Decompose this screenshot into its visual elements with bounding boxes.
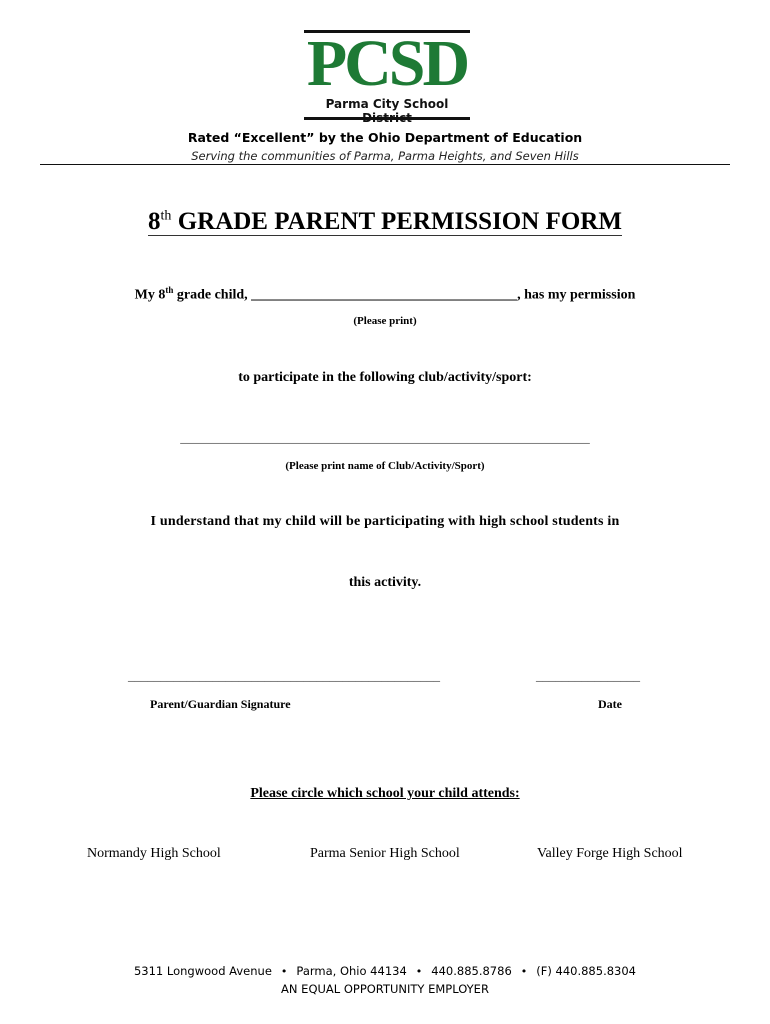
footer-city: Parma, Ohio 44134 <box>296 964 407 978</box>
footer-phone: 440.885.8786 <box>431 964 512 978</box>
permission-suffix: , has my permission <box>517 287 636 303</box>
title-rest: GRADE PARENT PERMISSION FORM <box>171 208 622 235</box>
bullet-separator: • <box>280 965 288 978</box>
pcsd-logo <box>304 27 470 120</box>
club-activity-note: (Please print name of Club/Activity/Sport) <box>285 460 485 472</box>
permission-prefix: My 8 <box>134 287 166 303</box>
this-activity-text: this activity. <box>348 575 422 590</box>
bullet-separator: • <box>415 965 423 978</box>
footer-fax: (F) 440.885.8304 <box>536 964 636 978</box>
permission-line <box>0 285 770 304</box>
logo-bottom-rule <box>304 117 470 120</box>
equal-opportunity-line: AN EQUAL OPPORTUNITY EMPLOYER <box>281 982 489 996</box>
logo-subtitle: Parma City School <box>325 97 449 111</box>
school-option-parma-senior[interactable]: Parma Senior High School <box>310 846 460 861</box>
participate-line: to participate in the following club/activity/sport: <box>238 370 532 385</box>
school-prompt: Please circle which school your child attends: <box>250 786 520 801</box>
school-option-normandy[interactable]: Normandy High School <box>87 846 221 861</box>
footer-street: 5311 Longwood Avenue <box>133 964 272 978</box>
permission-sup: th <box>165 285 174 295</box>
form-title-text <box>148 208 622 236</box>
header-divider <box>40 164 730 165</box>
title-grade-sup: th <box>160 208 172 224</box>
child-name-field[interactable]: ______________________________________ <box>251 287 518 303</box>
signature-label: Parent/Guardian Signature <box>150 697 291 711</box>
bullet-separator: • <box>520 965 528 978</box>
logo-letters: PCSD <box>306 27 468 100</box>
footer-address-line <box>0 964 770 978</box>
date-label: Date <box>598 697 622 711</box>
form-title <box>0 208 770 236</box>
serving-communities-line: Serving the communities of Parma, Parma Heights, and Seven Hills <box>191 149 579 163</box>
permission-middle: grade child, <box>173 287 252 303</box>
title-grade-number: 8 <box>148 208 161 235</box>
rated-excellent-line: Rated “Excellent” by the Ohio Department of Education <box>187 130 583 145</box>
club-activity-field[interactable]: _______________________________________________________________ <box>180 430 590 445</box>
signature-field[interactable]: ________________________________________________ <box>128 668 440 683</box>
date-field[interactable]: ________________ <box>536 668 640 683</box>
school-option-valley-forge[interactable]: Valley Forge High School <box>537 846 683 861</box>
understand-statement: I understand that my child will be participating with high school students in <box>150 514 620 529</box>
please-print-note: (Please print) <box>353 315 417 327</box>
